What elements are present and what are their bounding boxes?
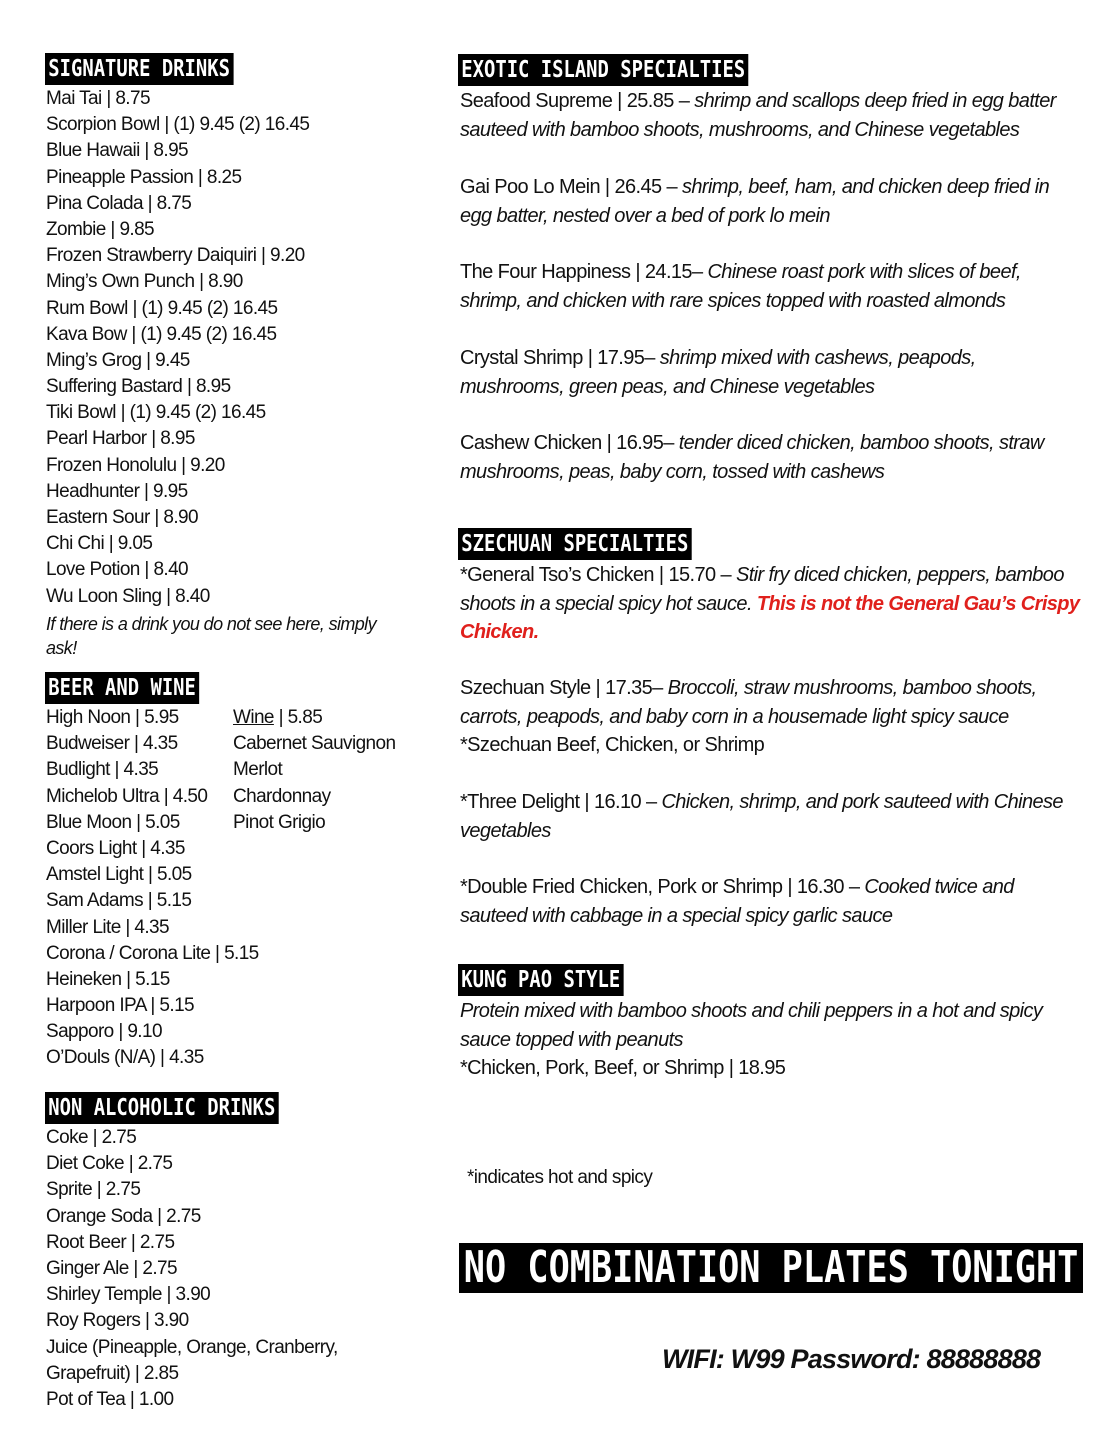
dish-name: *Double Fried Chicken, Pork or Shrimp | 16.30 – (460, 876, 865, 898)
dish-name: *General Tso’s Chicken | 15.70 – (460, 564, 736, 586)
list-item: Juice (Pineapple, Orange, Cranberry, (46, 1336, 338, 1358)
list-item: Sapporo | 9.10 (46, 1021, 162, 1043)
exotic-item-gai-poo-lo-mein (460, 173, 1080, 230)
list-item: Rum Bowl | (1) 9.45 (2) 16.45 (46, 297, 278, 319)
list-item: Sam Adams | 5.15 (46, 890, 192, 912)
signature-note: If there is a drink you do not see here, simply ask! (46, 614, 376, 658)
list-item: Pinot Grigio (233, 811, 326, 833)
list-item: Grapefruit) | 2.85 (46, 1362, 179, 1384)
exotic-item-cashew-chicken (460, 429, 1080, 486)
list-item: Wu Loon Sling | 8.40 (46, 585, 210, 607)
dish-name: Gai Poo Lo Mein | 26.45 – (460, 176, 682, 198)
hot-spicy-note: *indicates hot and spicy (467, 1167, 653, 1188)
signature-drinks-heading: SIGNATURE DRINKS (45, 53, 233, 85)
list-item: Roy Rogers | 3.90 (46, 1310, 189, 1332)
dish-options: *Chicken, Pork, Beef, or Shrimp | 18.95 (460, 1057, 786, 1079)
dish-description: Chinese roast pork with slices of beef, shrimp, and chicken with rare spices topped with roasted almonds (460, 261, 1021, 312)
list-item: Coors Light | 4.35 (46, 837, 185, 859)
exotic-specialties-heading: EXOTIC ISLAND SPECIALTIES (458, 54, 748, 86)
dish-options: *Szechuan Beef, Chicken, or Shrimp (460, 734, 765, 756)
list-item: Budlight | 4.35 (46, 759, 159, 781)
beer-wine-heading: BEER AND WINE (45, 672, 199, 704)
non-alcoholic-heading: NON ALCOHOLIC DRINKS (45, 1092, 279, 1124)
dish-description: Broccoli, straw mushrooms, bamboo shoots, carrots, peapods, and baby corn in a housemade light spicy sauce (460, 677, 1037, 728)
dish-description: Protein mixed with bamboo shoots and chili peppers in a hot and spicy sauce topped with peanuts (460, 1000, 1043, 1051)
list-item: Ming’s Grog | 9.45 (46, 349, 190, 371)
szechuan-item-szechuan-style (460, 674, 1080, 760)
list-item: Diet Coke | 2.75 (46, 1153, 173, 1175)
list-item: Corona / Corona Lite | 5.15 (46, 942, 259, 964)
list-item: Root Beer | 2.75 (46, 1231, 175, 1253)
list-item: Budweiser | 4.35 (46, 733, 178, 755)
dish-name: Cashew Chicken | 16.95– (460, 432, 679, 454)
list-item: Merlot (233, 759, 283, 781)
wifi-info: WIFI: W99 Password: 88888888 (662, 1344, 1041, 1374)
dish-description: Stir fry diced chicken, peppers, bamboo shoots in a special spicy hot sauce. (460, 564, 1064, 615)
list-item: Heineken | 5.15 (46, 968, 170, 990)
list-item: Sprite | 2.75 (46, 1179, 141, 1201)
list-item: Michelob Ultra | 4.50 (46, 785, 208, 807)
list-item: Zombie | 9.85 (46, 218, 155, 240)
dish-description: shrimp and scallops deep fried in egg batter sauteed with bamboo shoots, mushrooms, and Chinese vegetables (460, 90, 1056, 141)
signature-drinks-list (46, 86, 309, 610)
list-item: Pina Colada | 8.75 (46, 192, 192, 214)
list-item: Ginger Ale | 2.75 (46, 1257, 177, 1279)
list-item: Pineapple Passion | 8.25 (46, 166, 242, 188)
list-item: Frozen Honolulu | 9.20 (46, 454, 225, 476)
dish-description: shrimp, beef, ham, and chicken deep fried in egg batter, nested over a bed of pork lo mein (460, 176, 1050, 227)
list-item: Cabernet Sauvignon (233, 733, 396, 755)
list-item: Coke | 2.75 (46, 1127, 137, 1148)
list-item: O’Douls (N/A) | 4.35 (46, 1047, 204, 1069)
dish-name: Crystal Shrimp | 17.95– (460, 347, 660, 369)
exotic-item-seafood-supreme (460, 87, 1080, 144)
non-alcoholic-list (46, 1125, 338, 1413)
dish-name: *Three Delight | 16.10 – (460, 791, 662, 813)
list-item: Tiki Bowl | (1) 9.45 (2) 16.45 (46, 402, 266, 424)
beer-list (46, 705, 259, 1072)
dish-description: shrimp mixed with cashews, peapods, mushrooms, green peas, and Chinese vegetables (460, 347, 976, 398)
list-item: Headhunter | 9.95 (46, 480, 188, 502)
list-item: Chi Chi | 9.05 (46, 533, 153, 555)
list-item: Love Potion | 8.40 (46, 559, 189, 581)
list-item: Pot of Tea | 1.00 (46, 1388, 174, 1410)
list-item: Scorpion Bowl | (1) 9.45 (2) 16.45 (46, 114, 310, 136)
wine-price: | 5.85 (273, 707, 323, 728)
list-item: Kava Bow | (1) 9.45 (2) 16.45 (46, 323, 277, 345)
list-item: Miller Lite | 4.35 (46, 916, 169, 938)
szechuan-item-double-fried (460, 873, 1080, 930)
list-item: Shirley Temple | 3.90 (46, 1284, 211, 1306)
kung-pao-item (460, 997, 1080, 1083)
wine-list (233, 705, 395, 836)
list-item: Chardonnay (233, 785, 331, 807)
no-combination-banner: NO COMBINATION PLATES TONIGHT (459, 1243, 1083, 1293)
kung-pao-heading: KUNG PAO STYLE (458, 964, 624, 996)
szechuan-item-general-tso (460, 561, 1080, 647)
list-item: Ming’s Own Punch | 8.90 (46, 271, 243, 293)
dish-description: tender diced chicken, bamboo shoots, straw mushrooms, peas, baby corn, tossed with cashews (460, 432, 1044, 483)
list-item: Mai Tai | 8.75 (46, 88, 150, 109)
list-item: Blue Moon | 5.05 (46, 811, 180, 833)
list-item: Frozen Strawberry Daiquiri | 9.20 (46, 245, 305, 267)
szechuan-item-three-delight (460, 788, 1080, 845)
dish-name: Seafood Supreme | 25.85 – (460, 90, 695, 112)
szechuan-specialties-heading: SZECHUAN SPECIALTIES (458, 528, 692, 560)
dish-warning: This is not the General Gau’s Crispy Chicken. (460, 592, 1080, 643)
list-item: Orange Soda | 2.75 (46, 1205, 201, 1227)
dish-description: Cooked twice and sauteed with cabbage in a special spicy garlic sauce (460, 876, 1014, 927)
list-item: Amstel Light | 5.05 (46, 864, 192, 886)
dish-name: The Four Happiness | 24.15– (460, 261, 708, 283)
list-item: Harpoon IPA | 5.15 (46, 995, 195, 1017)
list-item: High Noon | 5.95 (46, 707, 179, 728)
wine-header (233, 705, 395, 731)
list-item: Pearl Harbor | 8.95 (46, 428, 195, 450)
exotic-item-four-happiness (460, 258, 1080, 315)
wine-label: Wine (233, 707, 274, 728)
dish-name: Szechuan Style | 17.35– (460, 677, 668, 699)
list-item: Eastern Sour | 8.90 (46, 507, 198, 528)
exotic-item-crystal-shrimp (460, 344, 1080, 401)
list-item: Suffering Bastard | 8.95 (46, 376, 231, 398)
list-item: Blue Hawaii | 8.95 (46, 140, 188, 162)
dish-description: Chicken, shrimp, and pork sauteed with Chinese vegetables (460, 791, 1063, 842)
